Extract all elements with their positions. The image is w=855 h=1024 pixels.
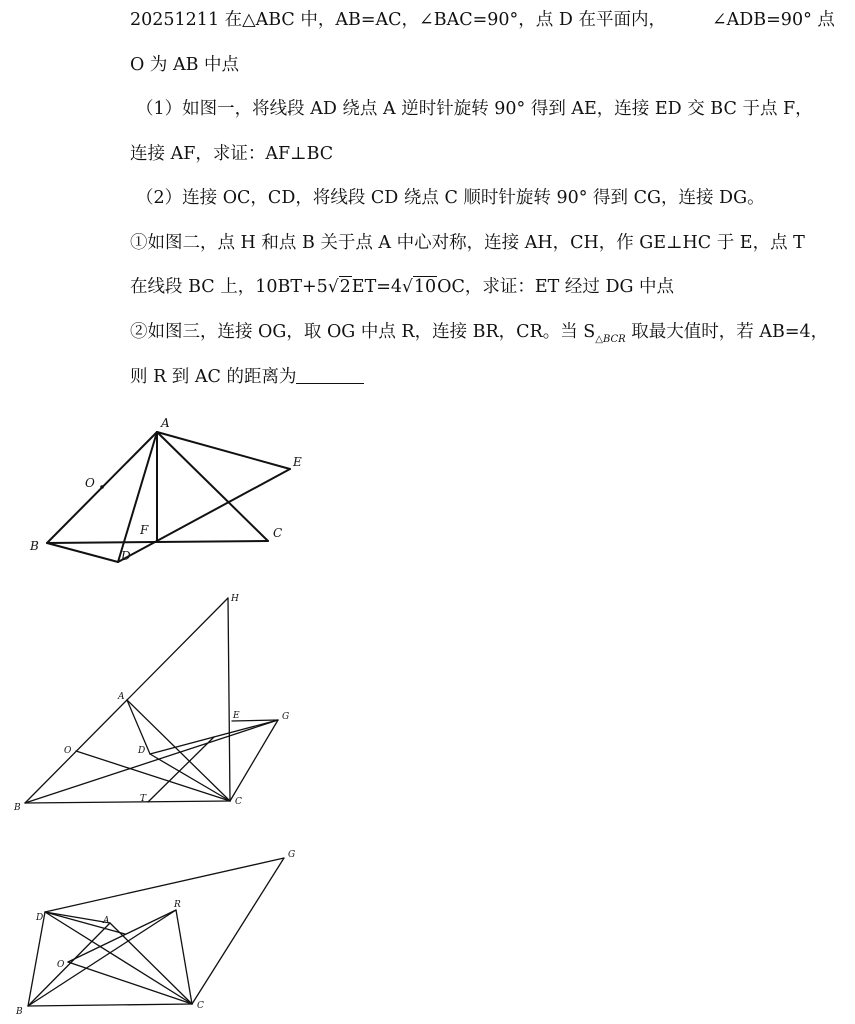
fig1-label-F: F xyxy=(140,523,149,537)
fig2-label-G: G xyxy=(282,712,290,722)
sqrt-2: √2 xyxy=(327,277,351,297)
figure-3 xyxy=(0,844,330,1024)
fig3-label-O: O xyxy=(57,960,65,970)
answer-blank xyxy=(296,367,364,384)
problem-line-9-text: 则 R 到 AC 的距离为 xyxy=(130,367,297,387)
fig2-label-B: B xyxy=(14,803,21,813)
problem-line-8-part-a: ②如图三，连接 OG，取 OG 中点 R，连接 BR，CR。当 S xyxy=(130,322,596,342)
fig2-label-H: H xyxy=(231,594,239,604)
fig2-label-A: A xyxy=(118,692,125,702)
problem-line-4: 连接 AF，求证：AF⊥BC xyxy=(130,144,334,164)
sqrt-10-radicand: 10 xyxy=(413,277,437,297)
problem-line-7-part-b: ET=4 xyxy=(351,277,403,297)
fig1-label-O: O xyxy=(85,476,95,490)
fig1-label-C: C xyxy=(273,526,283,540)
problem-line-7-part-a: 在线段 BC 上，10BT+5 xyxy=(130,277,328,297)
fig3-label-C: C xyxy=(197,1001,204,1011)
problem-line-5: （2）连接 OC，CD，将线段 CD 绕点 C 顺时针旋转 90° 得到 CG，连接 DG。 xyxy=(136,188,765,208)
fig1-label-A: A xyxy=(161,416,170,430)
problem-line-8-part-b: 取最大值时，若 AB=4， xyxy=(625,322,829,342)
problem-line-8 xyxy=(130,321,828,351)
fig2-label-O: O xyxy=(64,746,72,756)
problem-line-1-part-b: ∠ADB=90° 点 xyxy=(711,10,835,30)
fig2-label-D: D xyxy=(138,746,146,756)
fig1-label-B: B xyxy=(30,539,39,553)
fig3-label-G: G xyxy=(288,850,296,860)
sqrt-2-radicand: 2 xyxy=(339,277,351,297)
fig2-label-E: E xyxy=(233,711,240,721)
fig2-label-T: T xyxy=(140,794,147,804)
problem-line-1 xyxy=(130,9,835,31)
problem-line-6: ①如图二，点 H 和点 B 关于点 A 中心对称，连接 AH，CH，作 GE⊥HC 于 E，点 T xyxy=(130,233,805,253)
fig3-label-D: D xyxy=(36,913,44,923)
problem-line-7-part-c: OC，求证：ET 经过 DG 中点 xyxy=(437,277,675,297)
problem-line-7 xyxy=(130,276,674,298)
fig3-label-B: B xyxy=(16,1007,23,1017)
problem-line-2: O 为 AB 中点 xyxy=(130,55,240,75)
fig3-label-A: A xyxy=(103,916,110,926)
sqrt-10: √10 xyxy=(402,277,437,297)
area-subscript: △BCR xyxy=(595,334,626,345)
fig1-label-D: D xyxy=(121,549,131,563)
problem-line-9 xyxy=(130,366,364,388)
fig1-label-E: E xyxy=(293,455,302,469)
fig3-label-R: R xyxy=(174,900,181,910)
figure-2 xyxy=(0,590,330,820)
problem-line-3: （1）如图一，将线段 AD 绕点 A 逆时针旋转 90° 得到 AE，连接 ED 交 BC 于点 F， xyxy=(136,99,813,119)
fig2-label-C: C xyxy=(235,797,242,807)
problem-line-1-part-a: 20251211 在△ABC 中，AB=AC，∠BAC=90°，点 D 在平面内， xyxy=(130,10,666,30)
figure-1 xyxy=(0,408,330,578)
